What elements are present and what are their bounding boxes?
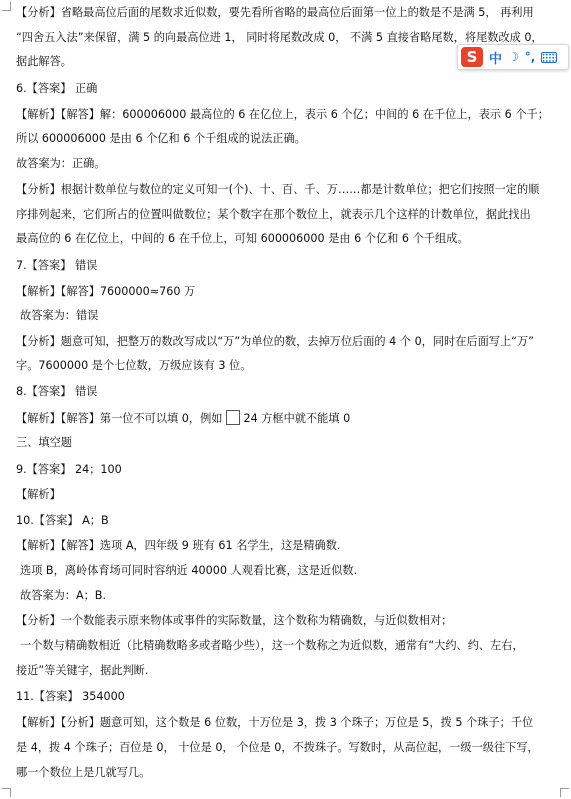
text-line: 故答案为：A；B.	[20, 589, 107, 602]
answer-heading: 6.【答案】 正确	[16, 82, 98, 95]
text-line: 【解析】【分析】题意可知，这个数是 6 位数，十万位是 3，拨 3 个珠子；万位是 5，拨 5 个珠子；千位	[16, 716, 534, 729]
text-segment: 【解析】【解答】第一位不可以填 0，例如	[16, 412, 223, 425]
text-line: 是 4，拨 4 个珠子；百位是 0， 十位是 0， 个位是 0，不拨珠子。写数时，从高位起，一级一级往下写，	[16, 741, 539, 754]
text-line: 【解析】	[16, 488, 61, 501]
text-line: 据此解答。	[16, 55, 72, 68]
text-line: 【分析】一个数能表示原来物体或事件的实际数量，这个数称为精确数，与近似数相对；	[16, 614, 453, 627]
answer-heading: 11.【答案】 354000	[16, 690, 125, 703]
text-line: 一个数与精确数相近（比精确数略多或者略少些），这一个数称之为近似数，通常有“大约、约、左右，	[20, 639, 524, 652]
text-line: 所以 600006000 是由 6 个亿和 6 个千组成的说法正确。	[16, 132, 306, 145]
keyboard-icon[interactable]	[541, 52, 557, 63]
section-heading: 三、填空题	[16, 436, 72, 449]
page-corner-mark	[560, 788, 569, 797]
sogou-logo-icon[interactable]: S	[461, 47, 483, 67]
text-line: 哪一个数位上是几就写几。	[16, 766, 151, 779]
text-line: 【解析】【解答】选项 A，四年级 9 班有 61 名学生，这是精确数.	[16, 539, 341, 552]
punctuation-toggle[interactable]: °,	[524, 50, 536, 64]
page-corner-mark	[2, 2, 11, 11]
answer-heading: 8.【答案】 错误	[16, 385, 98, 398]
text-line: 故答案为：正确。	[16, 157, 106, 170]
text-line: 接近”等关键字，据此判断.	[16, 664, 149, 677]
moon-icon[interactable]: ☽	[508, 50, 519, 64]
answer-heading: 9.【答案】 24；100	[16, 463, 122, 476]
text-line: 【分析】根据计数单位与数位的定义可知一(个)、十、百、千、万……都是计数单位；把它们按照一定的顺	[16, 183, 540, 196]
chinese-mode-toggle[interactable]: 中	[489, 51, 503, 67]
text-line: 序排列起来，它们所占的位置叫做数位；某个数字在那个数位上，就表示几个这样的计数单位，据此找出	[16, 208, 531, 221]
text-line: 字。7600000 是个七位数，万级应该有 3 位。	[16, 359, 252, 372]
text-line: 【分析】省略最高位后面的尾数求近似数，要先看所省略的最高位后面第一位上的数是不是满 5， 再利用	[16, 6, 534, 19]
text-segment: 24 方框中就不能填 0	[243, 412, 351, 425]
text-line: 故答案为：错误	[20, 309, 99, 322]
text-line-with-box	[16, 410, 350, 426]
page-corner-mark	[2, 788, 11, 797]
text-line: 【分析】题意可知，把整万的数改写成以“万”为单位的数，去掉万位后面的 4 个 0，同时在后面写上“万”	[16, 335, 534, 348]
text-line: 最高位的 6 在亿位上，中间的 6 在千位上，可知 600006000 是由 6 个亿和 6 个千组成。	[16, 232, 469, 245]
text-line: 选项 B，离岭体育场可同时容纳近 40000 人观看比赛，这是近似数.	[20, 564, 358, 577]
answer-heading: 7.【答案】 错误	[16, 259, 98, 272]
blank-box	[226, 410, 240, 425]
text-line: “四舍五入法”来保留，满 5 的向最高位进 1， 同时将尾数改成 0， 不满 5 直接省略尾数，将尾数改成 0，	[16, 31, 543, 44]
text-line: 【解析】【解答】7600000≈760 万	[16, 285, 196, 298]
ime-toolbar[interactable]	[457, 44, 569, 70]
text-line: 【解析】【解答】解：600006000 最高位的 6 在亿位上，表示 6 个亿；中间的 6 在千位上，表示 6 个千；	[16, 108, 549, 121]
answer-heading: 10.【答案】 A；B	[16, 514, 109, 527]
